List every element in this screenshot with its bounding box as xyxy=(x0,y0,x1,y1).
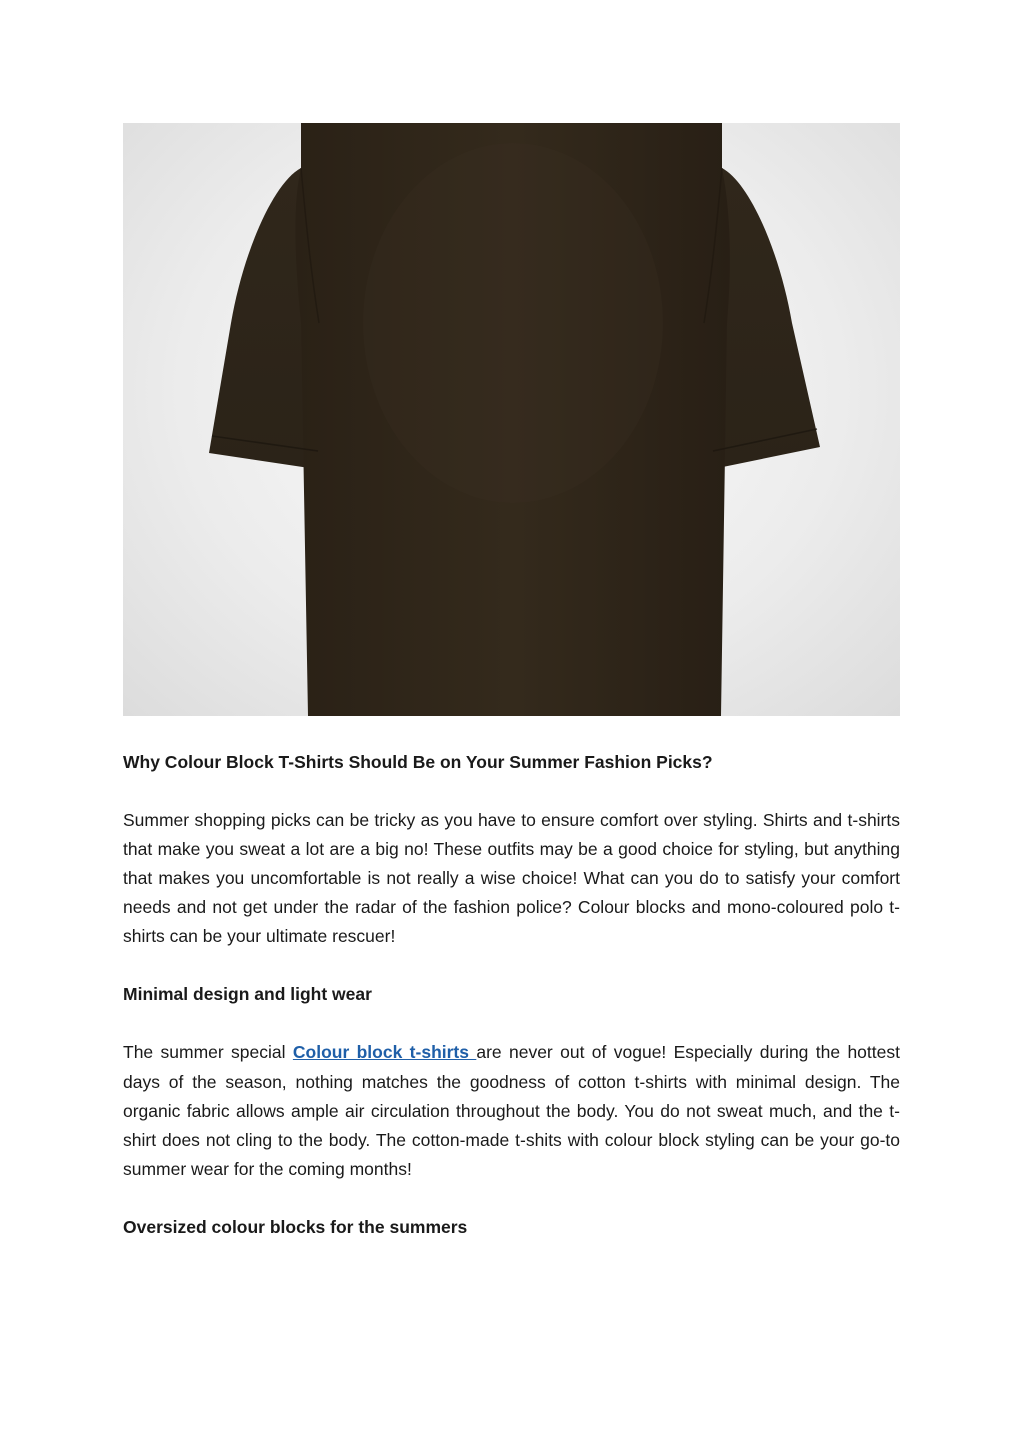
paragraph-summer-shopping: Summer shopping picks can be tricky as you have to ensure comfort over styling. Shirts and t-shirts that make you sweat a lot are a big no! These outfits may be a good choice for styling, but anything that makes you uncomfortable is not really a wise choice! What can you do to satisfy your comfort needs and not get under the radar of the fashion police? Colour blocks and mono-coloured polo t-shirts can be your ultimate rescuer! xyxy=(123,810,900,947)
tshirt-product-image xyxy=(123,123,900,716)
article-content xyxy=(123,748,900,1242)
heading-oversized-colour-blocks: Oversized colour blocks for the summers xyxy=(123,1216,468,1237)
tshirt-illustration xyxy=(123,123,900,716)
heading-why-colour-block: Why Colour Block T-Shirts Should Be on Your Summer Fashion Picks? xyxy=(123,752,713,772)
heading-minimal-design: Minimal design and light wear xyxy=(123,984,372,1005)
paragraph-text-start: The summer special xyxy=(123,1042,293,1063)
colour-block-tshirts-link[interactable]: Colour block t-shirts xyxy=(292,1042,477,1063)
paragraph-text-end: are never out of vogue! Especially during the hottest days of the season, nothing matches the goodness of cotton t-shirts with minimal design. The organic fabric allows ample air circulation throughout the body. You do not sweat much, and the t-shirt does not cling to the body. The cotton-made t-shits with colour block styling can be your go-to summer wear for the coming months! xyxy=(123,1042,900,1179)
paragraph-summer-special xyxy=(123,1038,900,1183)
